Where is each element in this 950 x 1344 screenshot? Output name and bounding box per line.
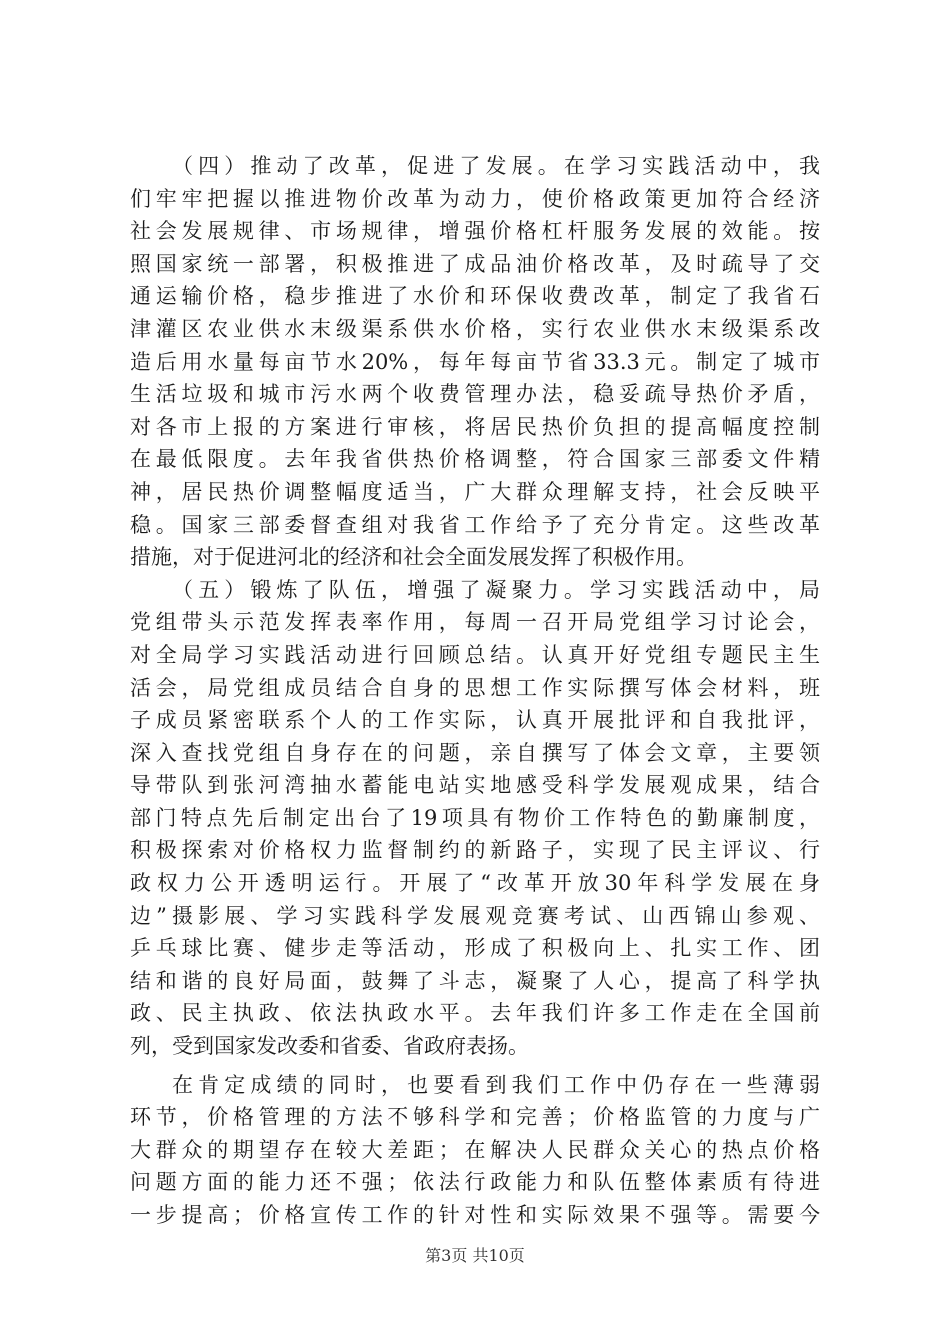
text-line: 神，居民热价调整幅度适当，广大群众理解支持，社会反映平 [130,479,820,504]
text-line: 在最低限度。去年我省供热价格调整，符合国家三部委文件精 [130,447,820,472]
text-line: 问题方面的能力还不强；依法行政能力和队伍整体素质有待进 [130,1170,820,1195]
text-line: 边”摄影展、学习实践科学发展观竞赛考试、山西锦山参观、 [130,903,820,928]
text-line: 子成员紧密联系个人的工作实际，认真开展批评和自我批评， [130,708,820,733]
paragraph-team [130,574,820,1063]
text-line: 津灌区农业供水末级渠系供水价格，实行农业供水末级渠系改 [130,316,820,341]
page-number: 第3页 共10页 [425,1246,525,1265]
text-line: 对各市上报的方案进行审核，将居民热价负担的提高幅度控制 [130,414,820,439]
text-line: 社会发展规律、市场规律，增强价格杠杆服务发展的效能。按 [130,219,820,244]
text-line: 政、民主执政、依法执政水平。去年我们许多工作走在全国前 [130,1001,820,1026]
text-line: 结和谐的良好局面，鼓舞了斗志，凝聚了人心，提高了科学执 [130,968,820,993]
text-line: 积极探索对价格权力监督制约的新路子，实现了民主评议、行 [130,838,820,863]
paragraph-shortcomings [130,1069,820,1232]
text-line: 在肯定成绩的同时，也要看到我们工作中仍存在一些薄弱 [172,1072,820,1097]
paragraph-reform [130,150,820,574]
text-line: 大群众的期望存在较大差距；在解决人民群众关心的热点价格 [130,1137,820,1162]
text-line: 部门特点先后制定出台了19项具有物价工作特色的勤廉制度， [130,805,820,830]
text-line: 造后用水量每亩节水20%，每年每亩节省33.3元。制定了城市 [130,349,820,374]
text-line: 对全局学习实践活动进行回顾总结。认真开好党组专题民主生 [130,642,820,667]
text-line: 政权力公开透明运行。开展了“改革开放30年科学发展在身 [130,871,820,896]
text-line: 环节，价格管理的方法不够科学和完善；价格监管的力度与广 [130,1105,820,1130]
text-line: 导带队到张河湾抽水蓄能电站实地感受科学发展观成果，结合 [130,773,820,798]
text-line: 通运输价格，稳步推进了水价和环保收费改革，制定了我省石 [130,284,820,309]
text-line: 措施，对于促进河北的经济和社会全面发展发挥了积极作用。 [130,545,697,570]
text-line: 深入查找党组自身存在的问题，亲自撰写了体会文章，主要领 [130,740,820,765]
text-line: 列，受到国家发改委和省委、省政府表扬。 [130,1034,529,1059]
body-text [130,150,820,1232]
text-line: （五）锻炼了队伍，增强了凝聚力。学习实践活动中，局 [172,577,820,602]
text-line: 活会，局党组成员结合自身的思想工作实际撰写体会材料，班 [130,675,820,700]
text-line: 生活垃圾和城市污水两个收费管理办法，稳妥疏导热价矛盾， [130,382,820,407]
page-footer [0,1243,950,1266]
text-line: 党组带头示范发挥表率作用，每周一召开局党组学习讨论会， [130,610,820,635]
text-line: 照国家统一部署，积极推进了成品油价格改革，及时疏导了交 [130,251,820,276]
text-line: 们牢牢把握以推进物价改革为动力，使价格政策更加符合经济 [130,186,820,211]
text-line: 一步提高；价格宣传工作的针对性和实际效果不强等。需要今 [130,1203,820,1227]
text-line: （四）推动了改革，促进了发展。在学习实践活动中，我 [172,154,820,178]
text-line: 乒乓球比赛、健步走等活动，形成了积极向上、扎实工作、团 [130,936,820,961]
text-line: 稳。国家三部委督查组对我省工作给予了充分肯定。这些改革 [130,512,820,537]
